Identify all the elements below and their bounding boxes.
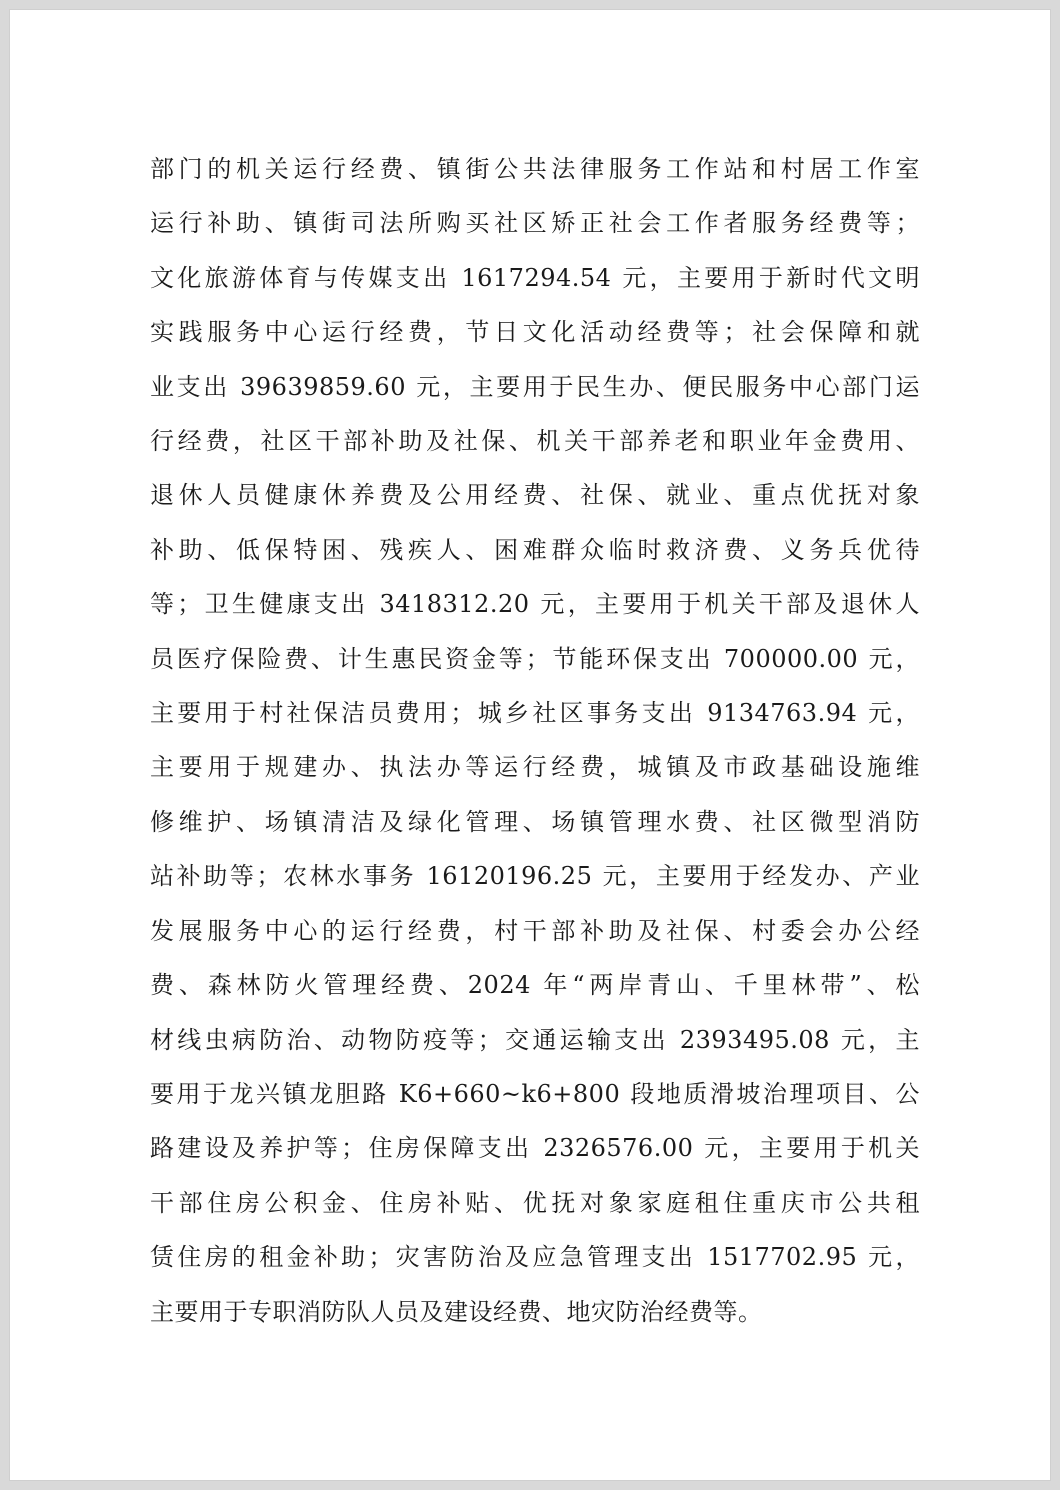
- text-line-11: 主要用于村社保洁员费用；城乡社区事务支出 9134763.94 元，: [150, 699, 920, 728]
- text-line-15: 发展服务中心的运行经费，村干部补助及社保、村委会办公经: [150, 916, 920, 945]
- text-line-9: 等；卫生健康支出 3418312.20 元，主要用于机关干部及退休人: [150, 590, 920, 619]
- document-page: [10, 10, 1050, 1480]
- text-line-17: 材线虫病防治、动物防疫等；交通运输支出 2393495.08 元，主: [150, 1025, 920, 1054]
- text-line-22: 主要用于专职消防队人员及建设经费、地灾防治经费等。: [150, 1297, 763, 1326]
- text-line-16: 费、森林防火管理经费、2024 年“两岸青山、千里林带”、松: [150, 971, 920, 1000]
- text-line-2: 运行补助、镇街司法所购买社区矫正社会工作者服务经费等；: [150, 209, 920, 238]
- text-line-7: 退休人员健康休养费及公用经费、社保、就业、重点优抚对象: [150, 481, 920, 510]
- text-line-13: 修维护、场镇清洁及绿化管理、场镇管理水费、社区微型消防: [150, 807, 920, 836]
- text-line-10: 员医疗保险费、计生惠民资金等；节能环保支出 700000.00 元，: [150, 644, 920, 673]
- text-line-3: 文化旅游体育与传媒支出 1617294.54 元，主要用于新时代文明: [150, 263, 920, 292]
- text-line-5: 业支出 39639859.60 元，主要用于民生办、便民服务中心部门运: [150, 372, 920, 401]
- text-line-14: 站补助等；农林水事务 16120196.25 元，主要用于经发办、产业: [150, 862, 920, 891]
- text-line-4: 实践服务中心运行经费，节日文化活动经费等；社会保障和就: [150, 318, 920, 347]
- text-line-18: 要用于龙兴镇龙胆路 K6+660~k6+800 段地质滑坡治理项目、公: [150, 1079, 920, 1108]
- text-line-12: 主要用于规建办、执法办等运行经费，城镇及市政基础设施维: [150, 753, 920, 782]
- text-line-8: 补助、低保特困、残疾人、困难群众临时救济费、义务兵优待: [150, 535, 920, 564]
- body-paragraph: [150, 142, 920, 1339]
- text-line-1: 部门的机关运行经费、镇街公共法律服务工作站和村居工作室: [150, 155, 920, 183]
- text-line-6: 行经费，社区干部补助及社保、机关干部养老和职业年金费用、: [150, 427, 920, 456]
- text-line-21: 赁住房的租金补助；灾害防治及应急管理支出 1517702.95 元，: [150, 1243, 920, 1272]
- text-line-19: 路建设及养护等；住房保障支出 2326576.00 元，主要用于机关: [150, 1134, 920, 1163]
- text-line-20: 干部住房公积金、住房补贴、优抚对象家庭租住重庆市公共租: [150, 1188, 920, 1217]
